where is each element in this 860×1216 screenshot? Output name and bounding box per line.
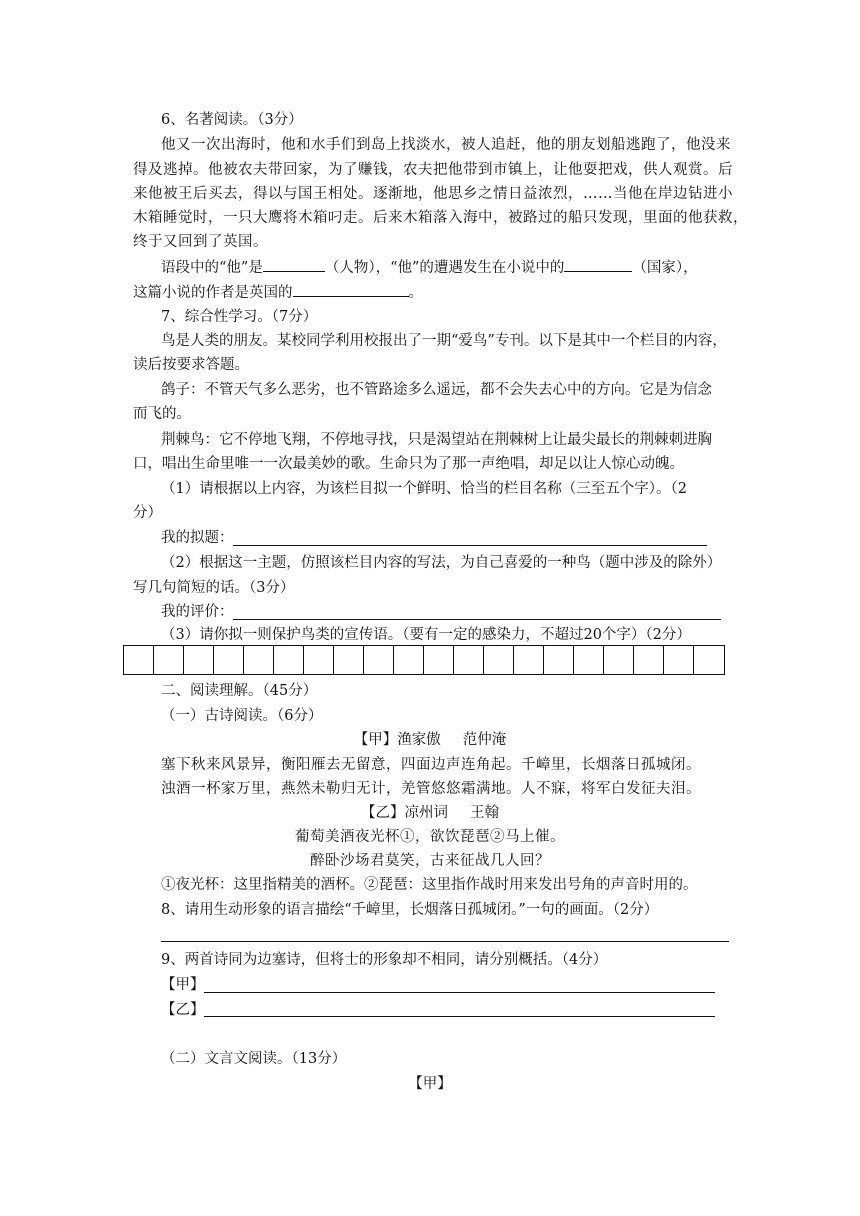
grid-cell[interactable] <box>274 646 304 674</box>
answer-line-q9-a[interactable] <box>204 992 715 993</box>
grid-cell[interactable] <box>694 646 724 674</box>
part2-heading: （二）文言文阅读。（13分） <box>161 1051 347 1067</box>
grid-cell[interactable] <box>334 646 364 674</box>
q7-intro-line: 读后按要求答题。 <box>133 357 249 373</box>
grid-cell[interactable] <box>454 646 484 674</box>
answer-blank-author[interactable] <box>293 282 409 297</box>
answer-grid <box>123 645 725 675</box>
grid-cell[interactable] <box>364 646 394 674</box>
q6-passage-line: 得及逃掉。他被农夫带回家，为了赚钱，农夫把他带到市镇上，让他耍把戏，供人观赏。后 <box>133 162 733 178</box>
poem-a-title: 【甲】渔家傲 范仲淹 <box>353 732 507 748</box>
q8-question: 8、请用生动形象的语言描绘“千嶂里，长烟落日孤城闭。”一句的画面。（2分） <box>161 902 659 918</box>
grid-cell[interactable] <box>154 646 184 674</box>
q7-pigeon-line: 鸽子：不管天气多么恶劣，也不管路途多么遥远，都不会失去心中的方向。它是为信念 <box>161 382 712 398</box>
q6-passage-line: 他又一次出海时，他和水手们到岛上找淡水，被人追赶，他的朋友划船逃跑了，他没来 <box>161 137 731 153</box>
answer-blank-country[interactable] <box>564 257 632 272</box>
q6-passage-line: 来他被王后买去，得以与国王相处。逐渐地，他思乡之情日益浓烈，……当他在岸边钻进小 <box>133 186 733 202</box>
poem-b-line: 葡萄美酒夜光杯①，欲饮琵琶②马上催。 <box>295 829 565 845</box>
grid-cell[interactable] <box>574 646 604 674</box>
q6-question: 语段中的“他”是 （人物），“他”的遭遇发生在小说中的 （国家）， <box>161 257 698 278</box>
part1-heading: （一）古诗阅读。（6分） <box>161 708 323 724</box>
q7-pigeon-line: 而飞的。 <box>133 406 191 422</box>
answer-line-q9-b[interactable] <box>204 1016 715 1017</box>
q7-sub3-line: （3）请你拟一则保护鸟类的宣传语。（要有一定的感染力，不超过20个字）（2分） <box>161 627 691 643</box>
grid-cell[interactable] <box>514 646 544 674</box>
poem-a-line: 浊酒一杯家万里，燕然未勒归无计，羌管悠悠霜满地。人不寐，将军白发征夫泪。 <box>161 781 701 797</box>
grid-cell[interactable] <box>214 646 244 674</box>
answer-line-evaluation[interactable] <box>233 619 721 620</box>
answer-blank-character[interactable] <box>263 257 325 272</box>
q9-label-a: 【甲】 <box>161 977 205 993</box>
grid-cell[interactable] <box>304 646 334 674</box>
grid-cell[interactable] <box>544 646 574 674</box>
q7-sub1-line: 分） <box>133 505 162 521</box>
q9-label-b: 【乙】 <box>161 1002 205 1018</box>
q6-heading: 6、名著阅读。（3分） <box>161 112 303 128</box>
q6-passage-line: 终于又回到了英国。 <box>133 234 268 250</box>
grid-cell[interactable] <box>424 646 454 674</box>
poem-b-line: 醉卧沙场君莫笑，古来征战几人回？ <box>310 853 550 869</box>
answer-line-q8[interactable] <box>161 941 729 942</box>
q7-sub1-answer-label: 我的拟题： <box>161 530 234 546</box>
grid-cell[interactable] <box>394 646 424 674</box>
q7-intro-line: 鸟是人类的朋友。某校同学利用校报出了一期“爱鸟”专刊。以下是其中一个栏目的内容， <box>161 333 727 349</box>
q7-sub2-line: 写几句简短的话。（3分） <box>133 580 295 596</box>
q6-question-cont: 这篇小说的作者是英国的 。 <box>133 282 423 303</box>
q9-question: 9、两首诗同为边塞诗，但将士的形象却不相同，请分别概括。（4分） <box>161 952 608 968</box>
grid-cell[interactable] <box>484 646 514 674</box>
answer-line-title[interactable] <box>233 545 707 546</box>
q7-thornbird-line: 荆棘鸟：它不停地飞翔，不停地寻找，只是渴望站在荆棘树上让最尖最长的荆棘刺进胸 <box>161 432 712 448</box>
q7-heading: 7、综合性学习。（7分） <box>161 309 318 325</box>
grid-cell[interactable] <box>604 646 634 674</box>
grid-cell[interactable] <box>184 646 214 674</box>
grid-cell[interactable] <box>244 646 274 674</box>
q7-sub2-answer-label: 我的评价： <box>161 604 234 620</box>
grid-cell[interactable] <box>634 646 664 674</box>
grid-cell[interactable] <box>124 646 154 674</box>
q7-sub1-line: （1）请根据以上内容，为该栏目拟一个鲜明、恰当的栏目名称（三至五个字）。（2 <box>161 481 687 497</box>
q7-thornbird-line: 口，唱出生命里唯一一次最美妙的歌。生命只为了那一声绝唱，却足以让人惊心动魄。 <box>133 456 684 472</box>
poem-notes: ①夜光杯：这里指精美的酒杯。②琵琶：这里指作战时用来发出号角的声音时用的。 <box>161 877 698 893</box>
poem-b-title: 【乙】凉州词 王翰 <box>361 805 499 821</box>
q6-passage-line: 木箱睡觉时，一只大鹰将木箱叼走。后来木箱落入海中，被路过的船只发现，里面的他获救， <box>133 210 748 226</box>
grid-cell[interactable] <box>664 646 694 674</box>
poem-a-line: 塞下秋来风景异，衡阳雁去无留意，四面边声连角起。千嶂里，长烟落日孤城闭。 <box>161 757 701 773</box>
part2-marker: 【甲】 <box>408 1076 452 1092</box>
q7-sub2-line: （2）根据这一主题，仿照该栏目内容的写法，为自己喜爱的一种鸟（题中涉及的除外） <box>161 555 722 571</box>
section2-heading: 二、阅读理解。（45分） <box>161 683 318 699</box>
